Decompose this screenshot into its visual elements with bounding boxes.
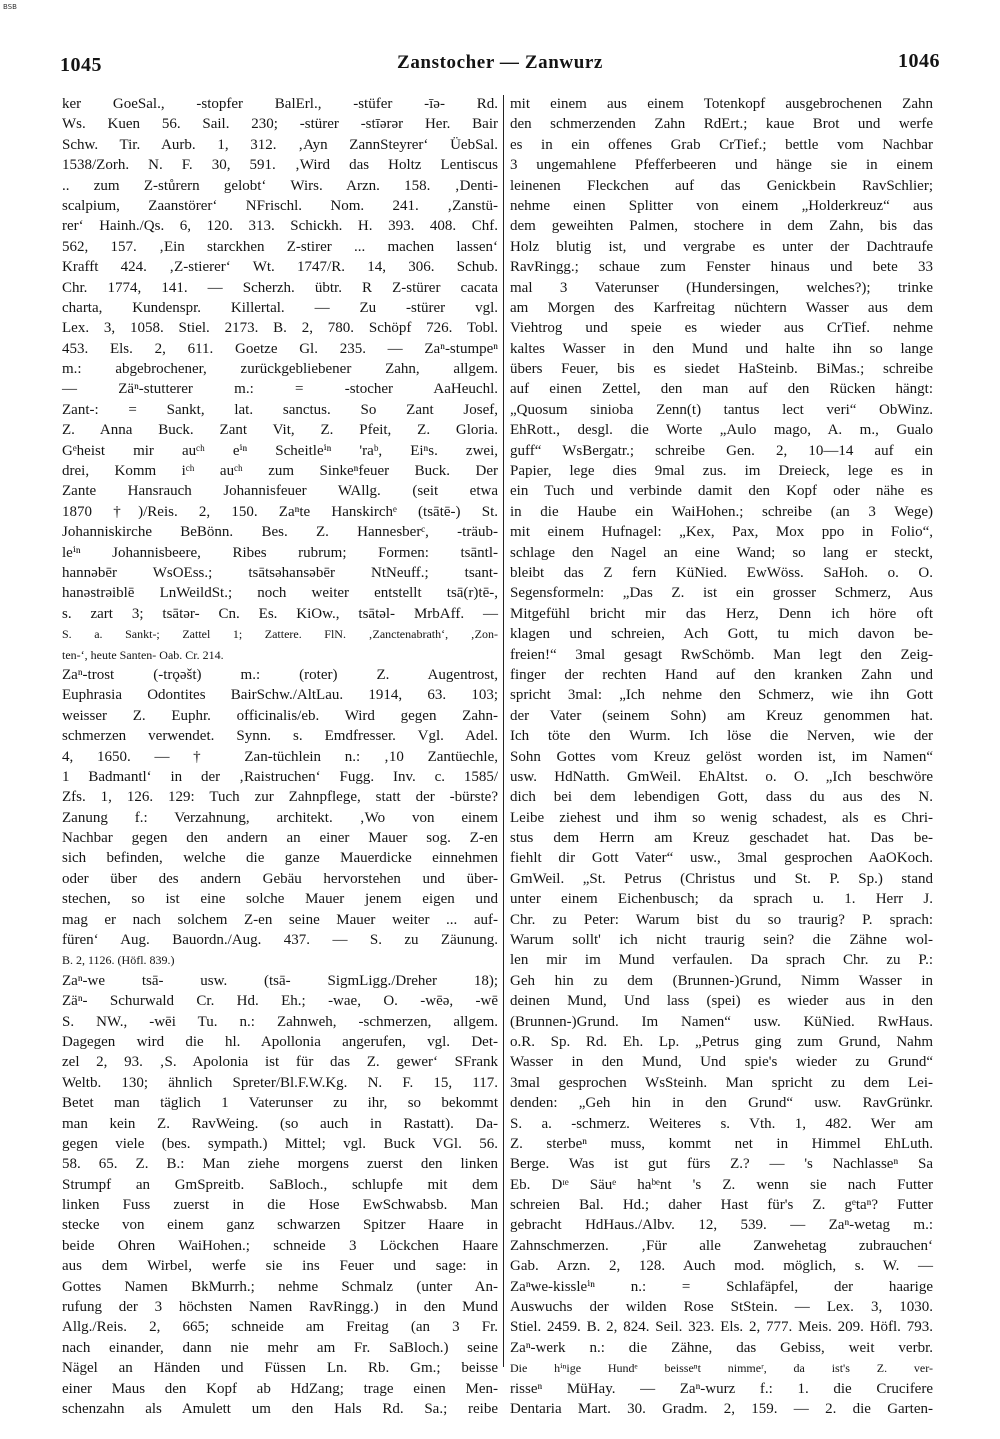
- text-line: hannəbēr WsOEss.; tsātsəhansəbēr NtNeuff.; tsant-: [62, 564, 498, 581]
- text-line: freien!“ 3mal gesagt RwSchömb. Man legt den Zeig-: [510, 646, 933, 663]
- text-line: Papier, lege dies 9mal zus. im Dreieck, lege es in: [510, 463, 933, 480]
- page-title: Zanstocher — Zanwurz: [397, 52, 603, 73]
- text-line: bleibt das Z fern KüNied. EwWöss. SaHoh. o. O.: [510, 564, 933, 581]
- text-line: leinenen Fleckchen auf das Genickbein RavSchlier;: [510, 177, 933, 194]
- text-line: der Vater (seinem Sohn) am Kreuz genommen hat.: [510, 707, 933, 724]
- text-line: stecke von einem ganz schwarzen Spitzer Haare in: [62, 1217, 498, 1234]
- text-line: mit einem Hufnagel: „Kex, Pax, Mox ppo in Folio“,: [510, 524, 933, 541]
- text-line: Mitgefühl bricht mir das Herz, Denn ich höre oft: [510, 605, 933, 622]
- text-line: Warum sollt' ich nicht traurig sein? die Zähne wol-: [510, 932, 933, 949]
- text-line: EhRott., desgl. die Worte „Aulo mago, A. m., Gualo: [510, 422, 933, 439]
- text-line: fiehlt dir Gott Vater“ usw., 3mal gesprochen AaOKoch.: [510, 850, 933, 867]
- text-line: 453. Els. 2, 611. Goetze Gl. 235. — Zaⁿ-stumpeⁿ: [62, 340, 498, 357]
- text-line: — Zäⁿ-stutterer m.: = -stocher AaHeuchl.: [62, 381, 498, 398]
- text-line: aus dem Wirbel, werfe sie ins Feuer und sage: in: [62, 1258, 498, 1275]
- text-line: charta, Kundenspr. Killertal. — Zu -stürer vgl.: [62, 299, 498, 316]
- text-line: Schw. Tir. Aurb. 1, 312. ‚Ayn ZannSteyrer‘ ÜebSal.: [62, 136, 498, 153]
- text-line: RavRingg.; schaue zum Fenster hinaus und bete 33: [510, 259, 933, 276]
- text-line: risseⁿ MüHay. — Zaⁿ-wurz f.: 1. die Crucifere: [510, 1380, 933, 1397]
- text-line: mit einem aus einem Totenkopf ausgebrochenen Zahn: [510, 96, 933, 112]
- text-line: Ich töte den Wurm. Ich löse die Nerven, wie der: [510, 728, 933, 745]
- text-line: Zante Hansrauch Johannisfeuer WAllg. (seit etwa: [62, 483, 498, 500]
- text-line: klagen und schreien, Ach Gott, tu mich davon be-: [510, 626, 933, 643]
- text-line: o.R. Sp. Rd. Eh. Lp. „Petrus ging zum Grund, Nahm: [510, 1033, 933, 1050]
- text-line: rufung der 3 höchsten Namen RavRingg.) in den Mund: [62, 1299, 498, 1316]
- text-line: „Quosum sinioba Zenn(t) tantus lect veri“ ObWinz.: [510, 401, 933, 418]
- text-line: Lex. 3, 1058. Stiel. 2173. B. 2, 780. Schöpf 726. Tobl.: [62, 320, 498, 337]
- text-line: Chr. 1774, 141. — Scherzh. übtr. R Z-stürer cacata: [62, 279, 498, 296]
- page-number-right: 1046: [898, 50, 940, 72]
- text-line: 3 ungemahlene Pfefferbeeren und hänge sie in einem: [510, 157, 933, 174]
- text-line: rer‘ Hainh./Qs. 6, 120. 313. Schickh. H. 393. 408. Chf.: [62, 218, 498, 235]
- text-line: Berge. Was ist gut fürs Z.? — 's Nachlasseⁿ Sa: [510, 1156, 933, 1173]
- text-line: stechen, so ist eine solche Mauer jenem eigen und: [62, 891, 498, 908]
- text-line: Strumpf an GmSpreitb. SaBloch., schlupfe mit dem: [62, 1176, 498, 1193]
- text-line: 1 Badmantl‘ in der ‚Raistruchen‘ Fugg. Inv. c. 1585/: [62, 768, 498, 785]
- text-line: S. a. Sankt-; Zattel 1; Zattere. FlN. ‚Zanctenabrath‘, ‚Zon-: [62, 627, 498, 642]
- text-line: sich befinden, welche die ganze Mauerdicke einnehmen: [62, 850, 498, 867]
- text-line: Zfs. 1, 126. 129: Tuch zur Zahnpflege, statt der -bürste?: [62, 789, 498, 806]
- text-line: Dagegen wird die hl. Apollonia angerufen, vgl. Det-: [62, 1033, 498, 1050]
- library-stamp: BSB: [3, 3, 17, 11]
- text-line: Zaⁿ-we tsā- usw. (tsā- SigmLigg./Dreher 18);: [62, 972, 498, 989]
- text-line: s. zart 3; tsātər- Cn. Es. KiOw., tsātəl- MrbAff. —: [62, 605, 498, 622]
- text-line: Allg./Reis. 2, 665; schneide am Freitag (an 3 Fr.: [62, 1319, 498, 1336]
- text-line: Dentaria Mart. 30. Gradm. 2, 159. — 2. die Garten-: [510, 1401, 933, 1417]
- text-line: hanəstrəiblē LnWeildSt.; noch weiter entstellt tsā(r)tē-,: [62, 585, 498, 602]
- text-line: B. 2, 1126. (Höfl. 839.): [62, 953, 175, 968]
- text-line: 3mal gesprochen WsSteinh. Man spricht zu dem Lei-: [510, 1074, 933, 1091]
- text-line: Johanniskirche BeBönn. Bes. Z. Hannesberᶜ, -träub-: [62, 524, 498, 541]
- right-column: [510, 94, 933, 1417]
- text-line: weisser Z. Euphr. officinalis/eb. Wird gegen Zahn-: [62, 707, 498, 724]
- text-line: 562, 157. ‚Ein starckhen Z-stirer ... machen lassen‘: [62, 238, 498, 255]
- text-line: den schmerzenden Zahn RdErt.; kaue Brot und werfe: [510, 116, 933, 133]
- text-line: 1870 †)/Reis. 2, 150. Zaⁿte Hanskirchᵉ (tsātē-) St.: [62, 503, 498, 520]
- text-line: schlage den Nagel an eine Wand; so lang er steckt,: [510, 544, 933, 561]
- text-line: 1538/Zorh. N. F. 30, 591. ‚Wird das Holtz Lentiscus: [62, 157, 498, 174]
- text-line: schreien Bal. Hd.; daher Hast für's Z. gᵉtaⁿ? Futter: [510, 1197, 933, 1214]
- text-line: Wasser in den Mund, Und spie's wieder zu Grund“: [510, 1054, 933, 1071]
- text-line: 58. 65. Z. B.: Man ziehe morgens zuerst den linken: [62, 1156, 498, 1173]
- text-line: ten-‘, heute Santen- Oab. Cr. 214.: [62, 647, 224, 662]
- left-column: [62, 94, 498, 1417]
- column-divider: [503, 95, 504, 1367]
- text-line: mag er nach solchem Z-en seine Mauer weiter ... auf-: [62, 911, 498, 928]
- page-number-left: 1045: [60, 54, 102, 76]
- text-line: übers Feuer, bis es siedet HaSteinb. BiMas.; schreibe: [510, 361, 933, 378]
- text-line: Sohn Gottes vom Kreuz gelöst worden ist, im Namen“: [510, 748, 933, 765]
- text-line: Z. Anna Buck. Zant Vit, Z. Pfeit, Z. Gloria.: [62, 422, 498, 439]
- text-line: usw. HdNatth. GmWeil. EhAltst. o. O. „Ich beschwöre: [510, 768, 933, 785]
- text-line: Viehtrog und speie es wieder aus CrTief. nehme: [510, 320, 933, 337]
- text-line: Betet man täglich 1 Vaterunser zu ihr, so bekommt: [62, 1095, 498, 1112]
- text-line: am Morgen des Karfreitag nüchtern Wasser aus dem: [510, 299, 933, 316]
- text-line: leⁱⁿ Johannisbeere, Ribes rubrum; Formen: tsāntl-: [62, 544, 498, 561]
- text-line: Stiel. 2459. B. 2, 824. Seil. 323. Els. 2, 777. Meis. 209. Höfl. 793.: [510, 1319, 933, 1336]
- text-line: Krafft 424. ‚Z-stierer‘ Wt. 1747/R. 14, 306. Schub.: [62, 259, 498, 276]
- text-line: Zahnschmerzen. ‚Für alle Zanwehetag zubrauchen‘: [510, 1237, 933, 1254]
- text-line: guff“ WsBergatr.; schreibe Gen. 2, 10—14 auf ein: [510, 442, 933, 459]
- text-line: ker GoeSal., -stopfer BalErl., -stüfer -īə- Rd.: [62, 96, 498, 112]
- text-line: Zaⁿwe-kissleⁱⁿ n.: = Schlafäpfel, der haarige: [510, 1278, 933, 1295]
- page-header: [60, 50, 940, 78]
- text-line: zel 2, 93. ‚S. Apolonia ist für das Z. gewer‘ SFrank: [62, 1054, 498, 1071]
- text-line: Euphrasia Odontites BairSchw./AltLau. 1914, 63. 103;: [62, 687, 498, 704]
- text-line: Nachbar gegen den andern an einer Mauer sog. Z-en: [62, 830, 498, 847]
- text-line: füren‘ Aug. Bauordn./Aug. 437. — S. zu Zäunung.: [62, 932, 498, 949]
- text-line: es in ein offenes Grab CrTief.; bettle vom Nachbar: [510, 136, 933, 153]
- text-line: Chr. zu Peter: Warum bist du so traurig? P. sprach:: [510, 911, 933, 928]
- text-line: S. NW., -wēi Tu. n.: Zahnweh, -schmerzen, allgem.: [62, 1013, 498, 1030]
- text-line: Eb. Dᶦᵉ Säuᵉ haᵇᵉnt 's Z. wenn sie nach Futter: [510, 1176, 933, 1193]
- text-line: oder über des andern Gebäu hervorstehen und über-: [62, 870, 498, 887]
- text-line: m.: abgebrochener, zurückgebliebener Zahn, allgem.: [62, 361, 498, 378]
- text-line: beide Ohren WaiHohen.; schneide 3 Löckchen Haare: [62, 1237, 498, 1254]
- text-line: scalpium, Zaanstörer‘ NFrischl. Nom. 241. ‚Zanstü-: [62, 197, 498, 214]
- text-line: stus dem Herrn am Kreuz geschadet hat. Das be-: [510, 830, 933, 847]
- text-line: Zant-: = Sankt, lat. sanctus. So Zant Josef,: [62, 401, 498, 418]
- text-line: schenzahn als Amulett um den Hals Rd. Sa.; reibe: [62, 1401, 498, 1417]
- text-line: Leibe ziehest und ihm so wenig schadest, als es Chri-: [510, 809, 933, 826]
- text-line: Gottes Namen BkMurrh.; nehme Schmalz (unter An-: [62, 1278, 498, 1295]
- text-line: deinen Mund, Und lass (spei) es wieder aus in den: [510, 993, 933, 1010]
- text-line: Zanung f.: Verzahnung, architekt. ‚Wo von einem: [62, 809, 498, 826]
- text-line: nach einander, dann nie mehr am Fr. SaBloch.) seine: [62, 1339, 498, 1356]
- text-line: drei, Komm iᶜʰ auᶜʰ zum Sinkeⁿfeuer Buck. Der: [62, 463, 498, 480]
- text-line: gegen viele (bes. sympath.) Mittel; vgl. Buck VGl. 56.: [62, 1135, 498, 1152]
- text-line: Nägel an Händen und Füssen Ln. Rb. Gm.; beisse: [62, 1360, 498, 1377]
- text-line: schmerzen verwendet. Synn. s. Emdfresser. Vgl. Adel.: [62, 728, 498, 745]
- text-line: Segensformeln: „Das Z. ist ein grosser Schmerz, Aus: [510, 585, 933, 602]
- text-line: man kein Z. RavWeing. (so auch in Rastatt). Da-: [62, 1115, 498, 1132]
- text-line: dich bei dem lebendigen Gott, dass du aus des N.: [510, 789, 933, 806]
- text-line: Zaⁿ-trost (-trǫəšt) m.: (roter) Z. Augentrost,: [62, 666, 498, 683]
- text-line: Ws. Kuen 56. Sail. 230; -stürer -stīərər Her. Bair: [62, 116, 498, 133]
- text-line: kaltes Wasser in den Mund und halte ihn so lange: [510, 340, 933, 357]
- text-line: Holz blutig ist, und vergrabe es unter der Dachtraufe: [510, 238, 933, 255]
- text-line: Geh hin zu dem (Brunnen-)Grund, Nimm Wasser in: [510, 972, 933, 989]
- text-line: einer Maus den Kopf ab HdZang; trage einen Men-: [62, 1380, 498, 1397]
- text-line: gebracht HdHaus./Albv. 12, 539. — Zaⁿ-wetag m.:: [510, 1217, 933, 1234]
- text-line: S. a. -schmerz. Weiteres s. Vth. 1, 482. Wer am: [510, 1115, 933, 1132]
- text-line: 4, 1650. — † Zan-tüchlein n.: ‚10 Zantüechle,: [62, 748, 498, 765]
- text-line: Gab. Arzn. 2, 128. Auch mod. möglich, s. W. —: [510, 1258, 933, 1275]
- text-line: mal 3 Vaterunser (Hundersingen, welches?); trinke: [510, 279, 933, 296]
- text-line: Zaⁿ-werk n.: die Zähne, das Gebiss, weit verbr.: [510, 1339, 933, 1356]
- text-line: .. zum Z-stůrern gelobt‘ Wirs. Arzn. 158. ‚Denti-: [62, 177, 498, 194]
- text-line: linken Fuss zuerst in die Hose EwSchwabsb. Man: [62, 1197, 498, 1214]
- text-line: Auswuchs der wilden Rose StStein. — Lex. 3, 1030.: [510, 1299, 933, 1316]
- text-line: Z. sterbeⁿ muss, kommt net in Himmel EhLuth.: [510, 1135, 933, 1152]
- text-line: nehme einen Splitter von einem „Holderkreuz“ aus: [510, 197, 933, 214]
- text-line: len mir im Mund verfaulen. Da sprach Chr. zu P.:: [510, 952, 933, 969]
- text-line: Weltb. 130; ähnlich Spreter/Bl.F.W.Kg. N. F. 15, 117.: [62, 1074, 498, 1091]
- text-line: finger der rechten Hand auf den kranken Zahn und: [510, 666, 933, 683]
- text-line: auf einen Zettel, den man auf den Rücken hängt:: [510, 381, 933, 398]
- text-line: GmWeil. „St. Petrus (Christus und St. P. Sp.) stand: [510, 870, 933, 887]
- text-line: Gᵉheist mir auᶜʰ eⁱⁿ Scheitleⁱⁿ 'raᵇ, Eiⁿs. zwei,: [62, 442, 498, 459]
- text-line: ein Tuch und verbinde damit den Kopf oder nähe es: [510, 483, 933, 500]
- text-line: Zäⁿ- Schurwald Cr. Hd. Eh.; -wae, O. -wēə, -wē: [62, 993, 498, 1010]
- text-line: Die hⁱⁿige Hundᵉ beisseⁿt nimmeʳ, da ist's Z. ver-: [510, 1361, 933, 1376]
- text-line: (Brunnen-)Grund. Im Namen“ usw. KüNied. RwHaus.: [510, 1013, 933, 1030]
- text-line: dem geweihten Palmen, stochere in dem Zahn, bis das: [510, 218, 933, 235]
- text-line: unter einem Eichenbusch; da sprach u. 1. Herr J.: [510, 891, 933, 908]
- text-line: spricht 3mal: „Ich nehme den Schmerz, wie ihn Gott: [510, 687, 933, 704]
- text-line: denden: „Geh hin in den Grund“ usw. RavGrünkr.: [510, 1095, 933, 1112]
- text-line: in die Haube ein WaiHohen.; schreibe (an 3 Wege): [510, 503, 933, 520]
